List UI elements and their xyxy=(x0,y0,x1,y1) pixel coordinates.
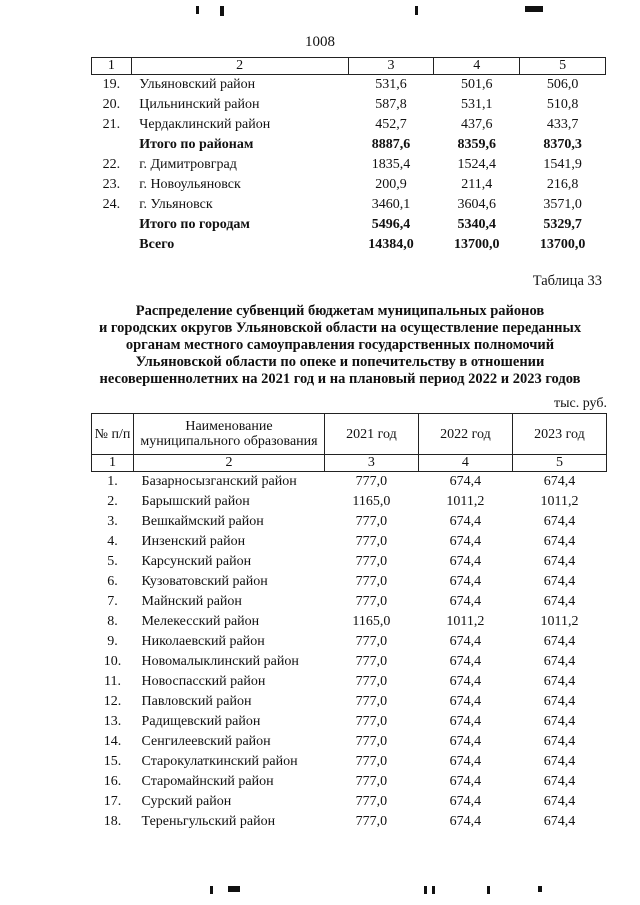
value-2023: 1011,2 xyxy=(540,614,579,629)
table-row xyxy=(92,532,607,552)
row-number: 21. xyxy=(102,117,121,132)
row-name: Радищевский район xyxy=(141,714,261,729)
table-row xyxy=(92,712,607,732)
column-index-row xyxy=(92,455,607,472)
value-2022: 1011,2 xyxy=(446,614,485,629)
row-name: Цильнинский район xyxy=(139,97,260,112)
scan-mark xyxy=(538,886,542,892)
value-2022: 674,4 xyxy=(449,814,482,829)
table-row xyxy=(92,652,607,672)
header-name: Наименование муниципального образования xyxy=(134,414,325,455)
table-row xyxy=(92,812,607,832)
row-number: 24. xyxy=(102,197,121,212)
row-name: Сенгилеевский район xyxy=(141,734,271,749)
value-2021: 777,0 xyxy=(355,774,388,789)
value-2021: 777,0 xyxy=(355,734,388,749)
row-number: 13. xyxy=(103,714,122,729)
row-number xyxy=(92,215,132,235)
row-name: г. Ульяновск xyxy=(139,197,213,212)
row-number: 22. xyxy=(102,157,121,172)
table-row xyxy=(92,135,606,155)
title-line: Ульяновской области по опеке и попечительству в отношении xyxy=(135,354,545,370)
title-line: несовершеннолетних на 2021 год и на плановый период 2022 и 2023 годов xyxy=(99,371,581,387)
row-number xyxy=(92,235,132,255)
table-row xyxy=(92,175,606,195)
row-name: Всего xyxy=(139,237,175,252)
row-name: Барышский район xyxy=(141,494,250,509)
value-2023: 674,4 xyxy=(543,514,576,529)
value-2022: 674,4 xyxy=(449,754,482,769)
value-2023: 1541,9 xyxy=(543,157,582,172)
units-label: тыс. руб. xyxy=(554,396,607,411)
value-2023: 674,4 xyxy=(543,654,576,669)
row-name: Итого по районам xyxy=(139,137,254,152)
row-name: г. Димитровград xyxy=(139,157,237,172)
scan-mark xyxy=(487,886,490,894)
table-row xyxy=(92,512,607,532)
value-2021: 777,0 xyxy=(355,674,388,689)
row-name: Инзенский район xyxy=(141,534,246,549)
row-number: 18. xyxy=(103,814,122,829)
value-2022: 674,4 xyxy=(449,554,482,569)
value-2022: 13700,0 xyxy=(453,237,500,252)
header-num: № п/п xyxy=(92,414,134,455)
value-2022: 1011,2 xyxy=(446,494,485,509)
row-number: 20. xyxy=(102,97,121,112)
scan-mark xyxy=(228,886,240,892)
value-2021: 777,0 xyxy=(355,814,388,829)
value-2021: 1165,0 xyxy=(352,494,391,509)
value-2022: 674,4 xyxy=(449,514,482,529)
table-row xyxy=(92,235,606,255)
value-2021: 777,0 xyxy=(355,634,388,649)
table-row xyxy=(92,692,607,712)
row-name: Мелекесский район xyxy=(141,614,260,629)
value-2021: 200,9 xyxy=(375,177,407,192)
row-name: Николаевский район xyxy=(141,634,265,649)
row-name: Кузоватовский район xyxy=(141,574,268,589)
row-number: 2. xyxy=(107,494,118,509)
row-number: 10. xyxy=(103,654,122,669)
header-2022: 2022 год xyxy=(418,414,512,455)
table-title xyxy=(70,303,610,388)
row-name: Новомалыклинский район xyxy=(141,654,299,669)
row-number: 4. xyxy=(107,534,118,549)
value-2022: 674,4 xyxy=(449,714,482,729)
value-2023: 674,4 xyxy=(543,794,576,809)
row-name: Базарносызганский район xyxy=(141,474,297,489)
value-2023: 216,8 xyxy=(546,177,579,192)
row-name: Сурский район xyxy=(141,794,232,809)
value-2022: 1524,4 xyxy=(457,157,496,172)
header-2023: 2023 год xyxy=(512,414,606,455)
title-line: Распределение субвенций бюджетам муниципальных районов xyxy=(135,303,545,319)
scan-mark xyxy=(196,6,199,14)
table-row xyxy=(92,772,607,792)
value-2023: 674,4 xyxy=(543,674,576,689)
value-2022: 674,4 xyxy=(449,534,482,549)
column-index: 3 xyxy=(324,455,418,472)
row-number: 1. xyxy=(107,474,118,489)
value-2022: 674,4 xyxy=(449,474,482,489)
row-number: 23. xyxy=(102,177,121,192)
table-row xyxy=(92,572,607,592)
value-2023: 674,4 xyxy=(543,754,576,769)
row-number: 17. xyxy=(103,794,122,809)
value-2021: 531,6 xyxy=(375,77,407,92)
value-2023: 674,4 xyxy=(543,474,576,489)
value-2023: 674,4 xyxy=(543,714,576,729)
table-row xyxy=(92,492,607,512)
value-2023: 674,4 xyxy=(543,814,576,829)
value-2021: 587,8 xyxy=(375,97,407,112)
value-2023: 674,4 xyxy=(543,594,576,609)
value-2021: 777,0 xyxy=(355,514,388,529)
header-row xyxy=(92,414,607,455)
column-index: 1 xyxy=(92,455,134,472)
table-row xyxy=(92,612,607,632)
table-row xyxy=(92,632,607,652)
value-2022: 674,4 xyxy=(449,774,482,789)
table-row xyxy=(92,752,607,772)
table-row xyxy=(92,592,607,612)
value-2021: 452,7 xyxy=(375,117,407,132)
row-name: Итого по городам xyxy=(139,217,250,232)
value-2022: 437,6 xyxy=(460,117,493,132)
row-name: Вешкаймский район xyxy=(141,514,264,529)
value-2023: 674,4 xyxy=(543,734,576,749)
column-index: 4 xyxy=(434,58,520,75)
column-index: 1 xyxy=(92,58,132,75)
value-2021: 8887,6 xyxy=(371,137,411,152)
value-2021: 1835,4 xyxy=(371,157,411,172)
scan-mark xyxy=(220,6,224,16)
row-name: Новоспасский район xyxy=(141,674,266,689)
value-2022: 211,4 xyxy=(461,177,493,192)
table-row xyxy=(92,732,607,752)
row-name: Майнский район xyxy=(141,594,242,609)
row-number: 12. xyxy=(103,694,122,709)
value-2022: 8359,6 xyxy=(457,137,496,152)
column-index: 2 xyxy=(131,58,348,75)
table-row xyxy=(92,155,606,175)
table-row xyxy=(92,95,606,115)
value-2022: 674,4 xyxy=(449,594,482,609)
value-2022: 5340,4 xyxy=(457,217,496,232)
subsidy-table xyxy=(91,413,607,832)
value-2021: 777,0 xyxy=(355,534,388,549)
row-number: 15. xyxy=(103,754,122,769)
row-name: Ульяновский район xyxy=(139,77,256,92)
value-2023: 674,4 xyxy=(543,574,576,589)
value-2021: 777,0 xyxy=(355,714,388,729)
table-row xyxy=(92,472,607,493)
table-row xyxy=(92,115,606,135)
row-number: 5. xyxy=(107,554,118,569)
column-index: 2 xyxy=(134,455,325,472)
row-name: Тереньгульский район xyxy=(141,814,276,829)
value-2023: 674,4 xyxy=(543,554,576,569)
value-2023: 8370,3 xyxy=(543,137,582,152)
table-continuation xyxy=(91,57,606,255)
value-2023: 506,0 xyxy=(546,77,579,92)
row-number: 8. xyxy=(107,614,118,629)
row-number: 3. xyxy=(107,514,118,529)
scan-mark xyxy=(424,886,427,894)
row-number: 9. xyxy=(107,634,118,649)
title-line: органам местного самоуправления государственных полномочий xyxy=(125,337,555,353)
title-line: и городских округов Ульяновской области на осуществление переданных xyxy=(98,320,582,336)
table-row xyxy=(92,552,607,572)
row-number xyxy=(92,135,132,155)
table-row xyxy=(92,215,606,235)
scan-mark xyxy=(210,886,213,894)
scan-mark xyxy=(415,6,418,15)
value-2021: 1165,0 xyxy=(352,614,391,629)
row-number: 16. xyxy=(103,774,122,789)
value-2023: 674,4 xyxy=(543,634,576,649)
row-name: Чердаклинский район xyxy=(139,117,271,132)
value-2022: 674,4 xyxy=(449,574,482,589)
value-2023: 433,7 xyxy=(546,117,579,132)
value-2021: 777,0 xyxy=(355,754,388,769)
value-2022: 531,1 xyxy=(460,97,493,112)
page-number: 1008 xyxy=(305,34,335,50)
row-number: 14. xyxy=(103,734,122,749)
value-2021: 777,0 xyxy=(355,574,388,589)
value-2021: 3460,1 xyxy=(371,197,411,212)
table-row xyxy=(92,672,607,692)
header-2021: 2021 год xyxy=(324,414,418,455)
value-2021: 777,0 xyxy=(355,794,388,809)
table-label: Таблица 33 xyxy=(532,273,602,289)
value-2023: 5329,7 xyxy=(543,217,582,232)
column-index: 3 xyxy=(348,58,434,75)
value-2023: 510,8 xyxy=(546,97,579,112)
value-2023: 3571,0 xyxy=(543,197,582,212)
value-2021: 777,0 xyxy=(355,594,388,609)
value-2022: 674,4 xyxy=(449,674,482,689)
value-2021: 777,0 xyxy=(355,654,388,669)
value-2021: 777,0 xyxy=(355,694,388,709)
table-row xyxy=(92,792,607,812)
value-2022: 674,4 xyxy=(449,734,482,749)
column-index: 5 xyxy=(520,58,606,75)
value-2023: 13700,0 xyxy=(539,237,586,252)
value-2021: 5496,4 xyxy=(371,217,411,232)
row-number: 11. xyxy=(104,674,122,689)
value-2021: 14384,0 xyxy=(368,237,414,252)
value-2021: 777,0 xyxy=(355,474,388,489)
row-name: г. Новоульяновск xyxy=(139,177,241,192)
value-2022: 674,4 xyxy=(449,654,482,669)
value-2022: 674,4 xyxy=(449,634,482,649)
row-name: Старокулаткинский район xyxy=(141,754,298,769)
column-index-row xyxy=(92,58,606,75)
value-2023: 674,4 xyxy=(543,774,576,789)
column-index: 4 xyxy=(418,455,512,472)
column-index: 5 xyxy=(512,455,606,472)
value-2022: 674,4 xyxy=(449,794,482,809)
row-name: Старомайнский район xyxy=(141,774,274,789)
scan-mark xyxy=(525,6,543,12)
value-2022: 501,6 xyxy=(460,77,493,92)
row-number: 6. xyxy=(107,574,118,589)
value-2022: 3604,6 xyxy=(457,197,496,212)
row-number: 19. xyxy=(102,77,121,92)
value-2023: 674,4 xyxy=(543,534,576,549)
scan-mark xyxy=(432,886,435,894)
value-2023: 1011,2 xyxy=(540,494,579,509)
table-row xyxy=(92,195,606,215)
value-2022: 674,4 xyxy=(449,694,482,709)
row-number: 7. xyxy=(107,594,118,609)
row-name: Карсунский район xyxy=(141,554,252,569)
value-2023: 674,4 xyxy=(543,694,576,709)
row-name: Павловский район xyxy=(141,694,252,709)
table-row xyxy=(92,75,606,96)
value-2021: 777,0 xyxy=(355,554,388,569)
